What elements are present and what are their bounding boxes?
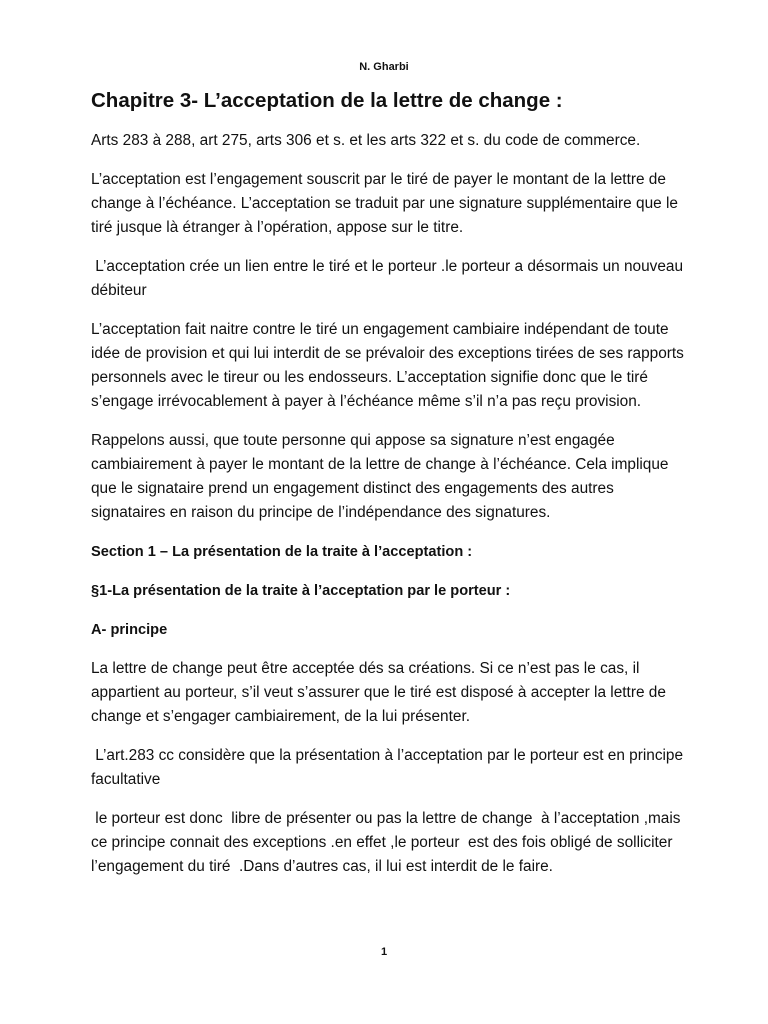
paragraph-lien: L’acceptation crée un lien entre le tiré et le porteur .le porteur a désormais un nouveau débiteur bbox=[91, 258, 688, 299]
section-heading-1: Section 1 – La présentation de la traite à l’acceptation : bbox=[91, 544, 473, 560]
paragraph-art283: L’art.283 cc considère que la présentation à l’acceptation par le porteur est en principe facultative bbox=[91, 747, 688, 788]
subsection-heading-1: §1-La présentation de la traite à l’acceptation par le porteur : bbox=[91, 583, 511, 599]
page-number: 1 bbox=[380, 946, 388, 958]
subsubsection-heading-a: A- principe bbox=[91, 622, 168, 638]
paragraph-presentation: La lettre de change peut être acceptée dés sa créations. Si ce n’est pas le cas, il appartient au porteur, s’il veut s’assurer que le tiré est disposé à accepter la lettre de change et s’engager cambiairement, de la lui présenter. bbox=[91, 660, 666, 725]
chapter-title: Chapitre 3- L’acceptation de la lettre de change : bbox=[91, 89, 563, 112]
document-body bbox=[91, 88, 691, 894]
paragraph-porteur-libre: le porteur est donc libre de présenter ou pas la lettre de change à l’acceptation ,mais ce principe connait des exceptions .en effet ,le porteur est des fois obligé de solliciter l’engagement du tiré .Dans d’autres cas, il lui est interdit de le faire. bbox=[91, 810, 685, 875]
paragraph-definition: L’acceptation est l’engagement souscrit par le tiré de payer le montant de la lettre de change à l’échéance. L’acceptation se traduit par une signature supplémentaire que le tiré jusque là étranger à l’opération, appose sur le titre. bbox=[91, 171, 678, 236]
paragraph-articles: Arts 283 à 288, art 275, arts 306 et s. et les arts 322 et s. du code de commerce. bbox=[91, 132, 641, 149]
page-header-author: N. Gharbi bbox=[359, 61, 409, 73]
paragraph-engagement: L’acceptation fait naitre contre le tiré un engagement cambiaire indépendant de toute idée de provision et qui lui interdit de se prévaloir des exceptions tirées de ses rapports personnels avec le tireur ou les endosseurs. L’acceptation signifie donc que le tiré s’engage irrévocablement à payer à l’échéance même s’il n’a pas reçu provision. bbox=[91, 321, 684, 410]
paragraph-rappelons: Rappelons aussi, que toute personne qui appose sa signature n’est engagée cambiairement à payer le montant de la lettre de change à l’échéance. Cela implique que le signataire prend un engagement distinct des engagements des autres signataires en raison du principe de l’indépendance des signatures. bbox=[91, 432, 669, 521]
